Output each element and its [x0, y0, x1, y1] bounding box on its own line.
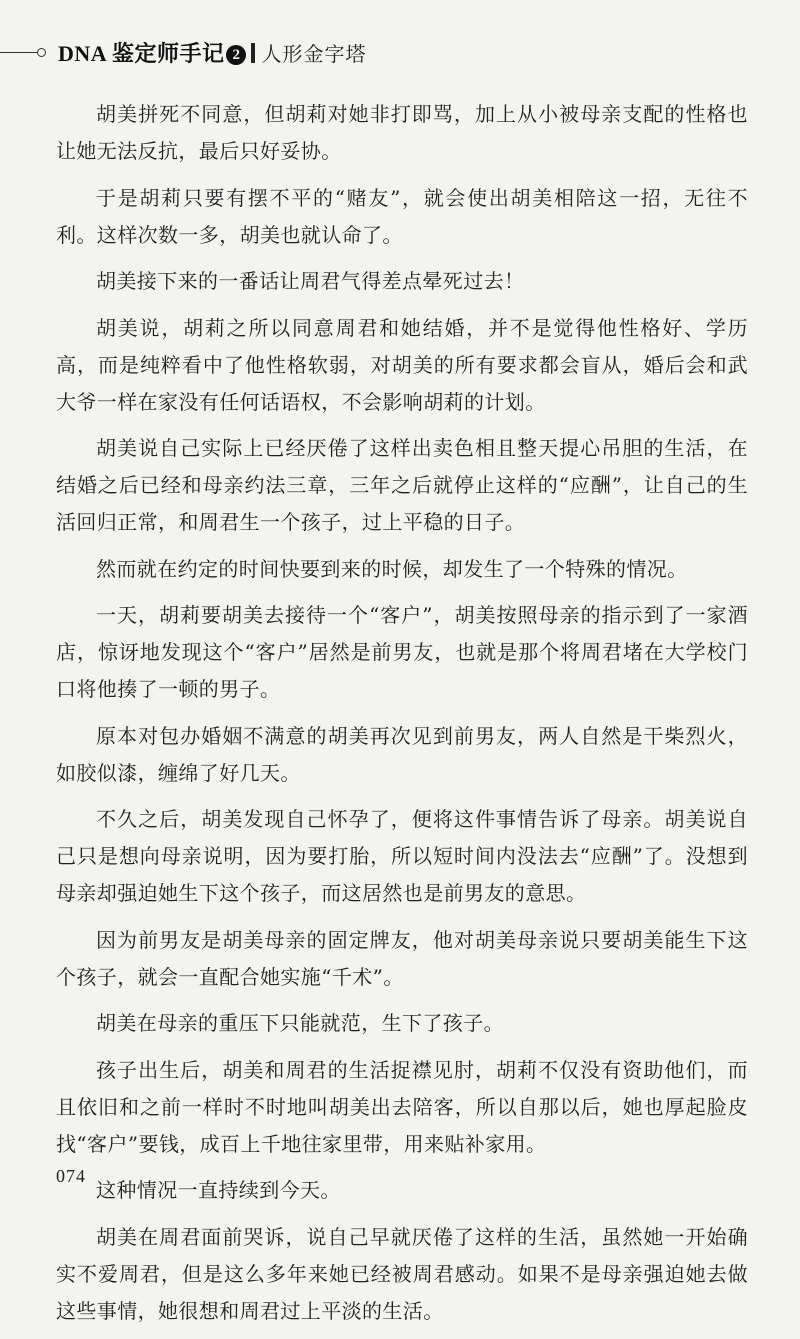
header-circle-ornament — [37, 48, 46, 57]
header-rule-line — [0, 52, 38, 53]
paragraph: 于是胡莉只要有摆不平的“赌友”，就会使出胡美相陪这一招，无往不利。这样次数一多，胡美也就认命了。 — [56, 185, 748, 247]
paragraph: 胡美在母亲的重压下只能就范，生下了孩子。 — [96, 1011, 504, 1035]
paragraph: 这种情况一直持续到今天。 — [96, 1178, 341, 1202]
paragraph: 因为前男友是胡美母亲的固定牌友，他对胡美母亲说只要胡美能生下这个孩子，就会一直配合她实施“千术”。 — [56, 927, 748, 989]
page-number: 074 — [56, 1166, 86, 1186]
book-subtitle: 人形金字塔 — [261, 44, 367, 66]
paragraph: 胡美说，胡莉之所以同意周君和她结婚，并不是觉得他性格好、学历高，而是纯粹看中了他性格软弱，对胡美的所有要求都会盲从，婚后会和武大爷一样在家没有任何话语权，不会影响胡莉的计划。 — [56, 315, 748, 414]
paragraph: 胡美接下来的一番话让周君气得差点晕死过去！ — [96, 269, 525, 293]
paragraph: 然而就在约定的时间快要到来的时候，却发生了一个特殊的情况。 — [96, 556, 688, 581]
header-separator-bar — [251, 43, 255, 63]
paragraph: 孩子出生后，胡美和周君的生活捉襟见肘，胡莉不仅没有资助他们，而且依旧和之前一样时不时地叫胡美出去陪客，所以自那以后，她也厚起脸皮找“客户”要钱，成百上千地往家里带，用来贴补家用。 — [56, 1057, 748, 1156]
book-title: DNA 鉴定师手记 — [58, 41, 225, 66]
running-header — [0, 30, 800, 70]
paragraph: 原本对包办婚姻不满意的胡美再次见到前男友，两人自然是干柴烈火，如胶似漆，缠绵了好几天。 — [56, 723, 748, 785]
paragraph: 不久之后，胡美发现自己怀孕了，便将这件事情告诉了母亲。胡美说自己只是想向母亲说明，因为要打胎，所以短时间内没法去“应酬”了。没想到母亲却强迫她生下这个孩子，而这居然也是前男友的意思。 — [56, 807, 748, 905]
paragraph: 胡美拼死不同意，但胡莉对她非打即骂，加上从小被母亲支配的性格也让她无法反抗，最后只好妥协。 — [56, 102, 748, 163]
paragraph: 胡美在周君面前哭诉，说自己早就厌倦了这样的生活，虽然她一开始确实不爱周君，但是这么多年来她已经被周君感动。如果不是母亲强迫她去做这些事情，她很想和周君过上平淡的生活。 — [56, 1224, 748, 1323]
paragraph: 胡美说自己实际上已经厌倦了这样出卖色相且整天提心吊胆的生活，在结婚之后已经和母亲约法三章，三年之后就停止这样的“应酬”，让自己的生活回归正常，和周君生一个孩子，过上平稳的日子。 — [56, 436, 748, 534]
page-body — [56, 96, 748, 1339]
paragraph: 一天，胡莉要胡美去接待一个“客户”，胡美按照母亲的指示到了一家酒店，惊讶地发现这个“客户”居然是前男友，也就是那个将周君堵在大学校门口将他揍了一顿的男子。 — [56, 603, 748, 701]
volume-number-badge: 2 — [226, 45, 246, 65]
header-title-group — [58, 37, 366, 68]
